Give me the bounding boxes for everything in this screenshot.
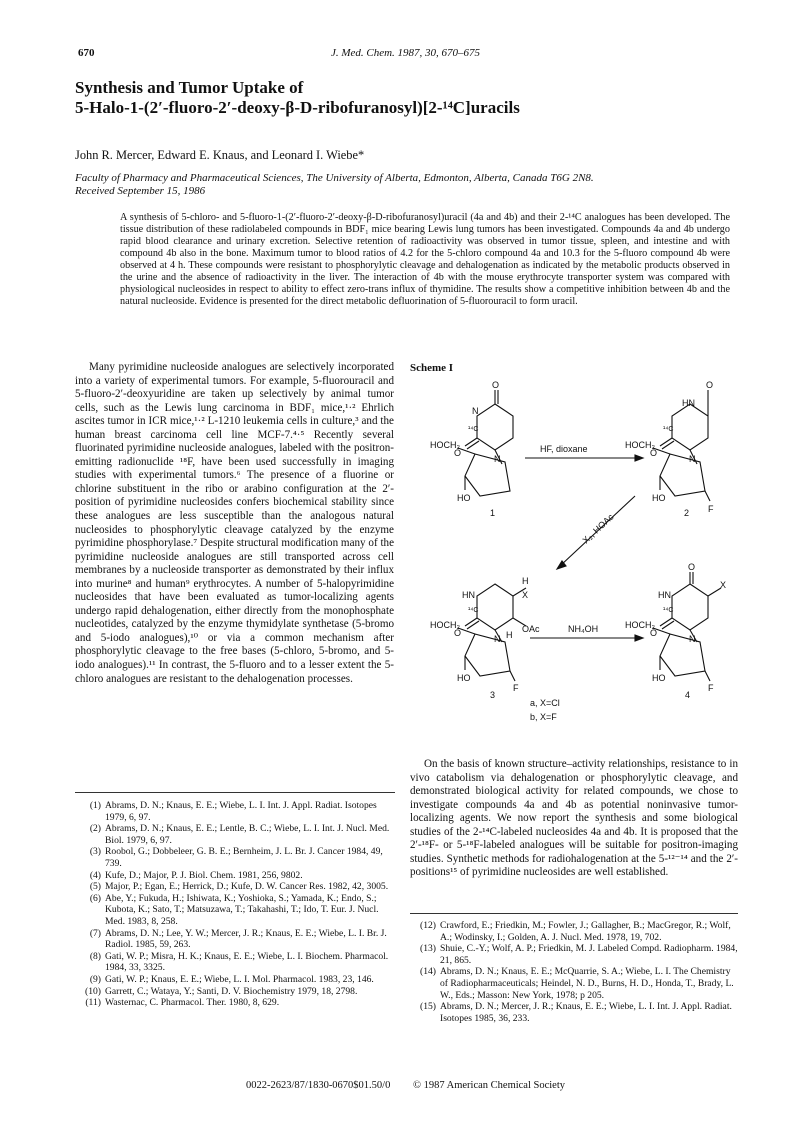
compound-number-3: 3: [490, 690, 496, 700]
atom-label: HN: [462, 590, 475, 600]
atom-label: ¹⁴C: [663, 607, 674, 614]
reference-number: (9): [89, 973, 101, 985]
reference-number: (11): [85, 997, 101, 1009]
reference-item: [75, 800, 395, 823]
title-line-1: Synthesis and Tumor Uptake of: [75, 78, 304, 97]
reference-text: Roobol, G.; Dobbeleer, G. B. E.; Bernheim, J. L. Br. J. Cancer 1984, 49, 739.: [105, 846, 383, 869]
article-code: 0022-2623/87/1830-0670$01.50/0: [245, 1080, 391, 1091]
reagent-3: NH₄OH: [568, 624, 599, 634]
atom-label: ¹⁴C: [468, 607, 479, 614]
reference-number: (4): [89, 869, 101, 881]
reference-number: (8): [89, 950, 101, 962]
references-right: [410, 920, 738, 1024]
atom-label: O: [650, 448, 658, 458]
reference-number: (10): [85, 985, 101, 997]
atom-label: N: [689, 634, 696, 644]
footnote-divider-right: [410, 913, 738, 914]
reference-text: Gati, W. P.; Knaus, E. E.; Wiebe, L. I. Mol. Pharmacol. 1983, 23, 146.: [105, 973, 374, 985]
affiliation: Faculty of Pharmacy and Pharmaceutical Sciences, The University of Alberta, Edmonton, Alberta, Canada T6G 2N8.: [75, 172, 594, 184]
reaction-arrows: [525, 455, 643, 641]
atom-label: HN: [658, 590, 671, 600]
atom-label: F: [708, 504, 714, 514]
journal-header: J. Med. Chem. 1987, 30, 670–675: [330, 47, 481, 59]
reference-item: [75, 986, 395, 998]
reference-text: Abrams, D. N.; Lee, Y. W.; Mercer, J. R.; Knaus, E. E.; Wiebe, L. I. Br. J. Radiol. 1985, 59, 263.: [105, 927, 387, 951]
reference-text: Wasternac, C. Pharmacol. Ther. 1980, 8, 629.: [105, 997, 280, 1009]
compound-4-structure: [653, 572, 721, 681]
atom-label: HO: [457, 493, 471, 503]
scheme-labels: [430, 380, 726, 722]
atom-label: HOCH₂: [430, 440, 460, 450]
atom-label: HO: [652, 493, 666, 503]
atom-label: O: [492, 380, 500, 390]
reference-item: [75, 881, 395, 893]
atom-label: HN: [682, 398, 695, 408]
atom-label: HO: [652, 673, 666, 683]
reference-item: [410, 943, 738, 966]
atom-label: HOCH₂: [625, 440, 655, 450]
reference-item: [75, 974, 395, 986]
reference-number: (5): [89, 881, 101, 893]
ring-3-sugar: [465, 634, 510, 676]
atom-label: ¹⁴C: [468, 426, 479, 433]
reference-item: [75, 951, 395, 974]
reference-item: [75, 870, 395, 882]
reference-number: (2): [89, 823, 101, 835]
atom-label: HOCH₂: [625, 620, 655, 630]
reagent-1: HF, dioxane: [540, 444, 588, 454]
reference-number: (15): [420, 1001, 436, 1013]
reference-text: Crawford, E.; Friedkin, M.; Fowler, J.; Gallagher, B.; MacGregor, R.; Wolf, A.; Wodinsky, I.; Golden, A. J. Nucl. Med. 1978, 19, 702.: [440, 920, 731, 943]
atom-label: N: [494, 454, 501, 464]
atom-label: HOCH₂: [430, 620, 460, 630]
atom-label: O: [650, 628, 658, 638]
copyright: © 1987 American Chemical Society: [412, 1080, 566, 1091]
atom-label: F: [513, 683, 519, 693]
reference-number: (1): [89, 800, 101, 811]
legend-a: a, X=Cl: [530, 698, 560, 708]
legend-b: b, X=F: [530, 712, 557, 722]
reference-number: (6): [89, 892, 101, 904]
reference-item: [410, 920, 738, 943]
atom-label: H: [522, 576, 529, 586]
compound-number-1: 1: [490, 508, 496, 518]
ring-4-uracil: [672, 584, 708, 630]
intro-paragraph: Many pyrimidine nucleoside analogues are selectively incorporated into a variety of experimental tumors. For example, 5-fluorouracil and 5-fluoro-2′-deoxyuridine are taken up selectively by animal tumor cells, such as the Lewis lung carcinoma in BDF₁ mice,¹·² Ehrlich ascites tumor in ICR mice,¹·² L-1210 leukemia cells in culture,³ and the human breast carcinoma cell line MCF-7.⁴·⁵ Recently several fluorinated pyrimidine nucleoside analogues, labeled with the positron-emitting radionuclide ¹⁸F, have been used successfully in imaging studies with experimental tumors.⁶ The presence of a fluorine or chlorine substituent in the ribo or arabino configuration at the 2′-position of pyrimidine nucleosides confers biochemical stability since these analogues are less susceptible than the analogous natural nucleosides to phosphorylytic cleavage catalyzed by the enzyme pyrimidine phosphorylase.⁷ Despite structural modification many of the pyrimidine nucleoside analogues are still transported across cell membranes by a nucleoside transporter as demonstrated by their influx into murine⁸ and human⁹ erythrocytes. A number of 5-halopyrimidine nucleosides that have been evaluated as tumor-localizing agents undergo rapid dehalogenation, either directly from the monophosphate nucleotides, catalyzed by the enzyme thymidylate synthetase (5-bromo and 5-iodo analogues),¹⁰ or via a common mechanism after phosphorylytic cleavage to the free bases (5-chloro, 5-bromo, and 5-iodo analogues).¹¹ In contrast, the 5-fluoro and to a lesser extent the 5-chloro analogues are resistant to the dehalogenation processes.: [75, 361, 394, 685]
atom-label: O: [706, 380, 714, 390]
atom-label: N: [472, 406, 479, 416]
atom-label: X: [720, 580, 727, 590]
atom-label: HO: [457, 673, 471, 683]
atom-label: H: [506, 630, 513, 640]
reference-text: Gati, W. P.; Misra, H. K.; Knaus, E. E.; Wiebe, L. I. Biochem. Pharmacol. 1984, 33, 3325.: [105, 950, 389, 974]
article-title: [75, 78, 755, 118]
atom-label: N: [689, 454, 696, 464]
atom-label: O: [454, 448, 462, 458]
ring-2-uracil: [672, 404, 708, 450]
reference-text: Abrams, D. N.; Knaus, E. E.; Wiebe, L. I. Int. J. Appl. Radiat. Isotopes 1979, 6, 97.: [105, 800, 377, 823]
reference-item: [75, 846, 395, 869]
reference-item: [410, 1001, 738, 1024]
ring-1-uracil: [477, 404, 513, 450]
page-footer: [0, 1080, 811, 1091]
intro-column: [75, 361, 394, 686]
ring-1-sugar: [465, 454, 510, 496]
reference-number: (13): [420, 943, 436, 955]
atom-label: X: [522, 590, 529, 600]
atom-label: OAc: [522, 624, 540, 634]
atom-label: ¹⁴C: [663, 426, 674, 433]
reference-text: Abe, Y.; Fukuda, H.; Ishiwata, K.; Yoshioka, S.; Yamada, K.; Endo, S.; Kubota, K.; Sato, T.; Matsuzawa, T.; Takahashi, T.; Ido, T. Eur. J. Nucl. Med. 1983, 8, 258.: [105, 892, 379, 927]
title-line-2: 5-Halo-1-(2′-fluoro-2′-deoxy-β-D-ribofuranosyl)[2-¹⁴C]uracils: [75, 98, 520, 117]
ring-4-sugar: [660, 634, 705, 676]
atom-label: O: [688, 562, 696, 572]
reference-item: [75, 893, 395, 928]
reaction-scheme: [410, 376, 740, 756]
reference-text: Garrett, C.; Wataya, Y.; Santi, D. V. Biochemistry 1979, 18, 2798.: [105, 985, 358, 997]
received-date: Received September 15, 1986: [75, 185, 206, 197]
reference-number: (14): [420, 966, 436, 978]
atom-label: F: [708, 683, 714, 693]
reference-text: Shuie, C.-Y.; Wolf, A. P.; Friedkin, M. J. Labeled Compd. Radiopharm. 1984, 21, 865.: [440, 943, 738, 966]
reference-text: Major, P.; Egan, E.; Herrick, D.; Kufe, D. W. Cancer Res. 1982, 42, 3005.: [105, 881, 389, 893]
footnote-divider-left: [75, 792, 395, 793]
compound-1-structure: [458, 390, 513, 496]
authors: John R. Mercer, Edward E. Knaus, and Leonard I. Wiebe*: [75, 148, 365, 162]
abstract: A synthesis of 5-chloro- and 5-fluoro-1-(2′-fluoro-2′-deoxy-β-D-ribofuranosyl)uracil (4a and 4b) and their 2-¹⁴C analogues has been developed. The tissue distribution of these radiolabeled compounds in BDF₁ mice bearing Lewis lung tumors has been investigated. Compounds 4a and 4b undergo rapid blood clearance and urinary excretion. Selective retention of radioactivity was observed in tumor tissue, spleen, and intestine and with compound 4b also in the bone. Maximum tumor to blood ratios of 4.2 for the 5-chloro compound 4a and 10.3 for the 5-fluoro compound 4b were observed at 4 h. These compounds were resistant to phosphorylytic cleavage and dehalogenation as indicated by the metabolic products observed in the urine and the absence of radioactivity in the liver. The interaction of 4b with the mouse erythrocyte transporter system was compared with physiological nucleosides in respect to ability to effect zero-trans influx of thymidine. The results show a competitive inhibition between 4b and the natural nucleoside. Evidence is presented for the direct metabolic defluorination of 5-fluorouracil to form uracil.: [120, 212, 730, 307]
reagent-2: X₂, HOAc: [580, 511, 616, 546]
compound-number-2: 2: [684, 508, 690, 518]
reference-item: [410, 966, 738, 1001]
atom-label: N: [494, 634, 501, 644]
atom-label: O: [454, 628, 462, 638]
reference-text: Kufe, D.; Major, P. J. Biol. Chem. 1981, 256, 9802.: [105, 869, 303, 881]
ring-3-uracil: [477, 584, 513, 630]
page-number: 670: [78, 47, 95, 59]
reference-item: [75, 928, 395, 951]
reference-item: [75, 823, 395, 846]
second-column-text: [410, 758, 738, 880]
references-left: [75, 800, 395, 1009]
reference-item: [75, 997, 395, 1009]
reference-text: Abrams, D. N.; Knaus, E. E.; McQuarrie, S. A.; Wiebe, L. I. The Chemistry of Radiopharmaceuticals; Heindel, N. D., Burns, H. D., Honda, T., Brady, L. W., Eds.; Masson: New York, 1978; p 205.: [440, 966, 734, 1001]
reference-number: (3): [89, 846, 101, 858]
scheme-label: Scheme I: [410, 362, 454, 374]
ring-2-sugar: [660, 454, 705, 496]
reference-number: (12): [420, 920, 436, 931]
compound-number-4: 4: [685, 690, 691, 700]
reference-text: Abrams, D. N.; Knaus, E. E.; Lentle, B. C.; Wiebe, L. I. Int. J. Nucl. Med. Biol. 1979, 6, 97.: [105, 823, 390, 846]
reference-number: (7): [89, 927, 101, 939]
second-paragraph: On the basis of known structure–activity relationships, resistance to in vivo catabolism via dehalogenation or phosphorylytic cleavage, and demonstrated biological activity for related compounds, we chose to investigate compounds 4a and 4b as potential noninvasive tumor-localizing agents. We now report the synthesis and some biological studies of the 2-¹⁴C-labeled nucleosides 4a and 4b. It is proposed that the 2′-¹⁸F- or 5-¹⁸F-labeled analogues will be suitable for positron-imaging studies. Synthetic methods for radiohalogenation at the 5-¹²⁻¹⁴ and the 2′-positions¹⁵ of pyrimidine nucleosides are well established.: [410, 758, 738, 879]
reference-text: Abrams, D. N.; Mercer, J. R.; Knaus, E. E.; Wiebe, L. I. Int. J. Appl. Radiat. Isotopes 1985, 36, 233.: [440, 1001, 732, 1024]
affiliation-block: [75, 172, 775, 198]
